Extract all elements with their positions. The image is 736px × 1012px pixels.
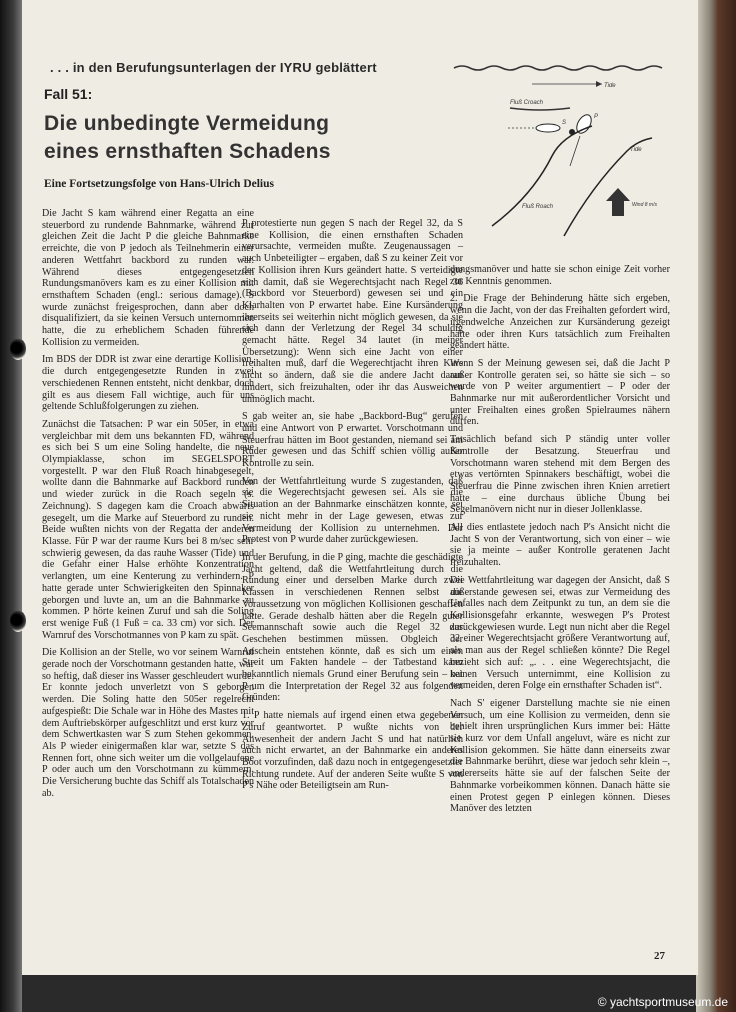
book-spine: [0, 0, 22, 1012]
paragraph: Die Kollision an der Stelle, wo vor seinem Warnruf gerade noch der Vorschotmann gestanden hatte, war so heftig, daß dieser ins Wasser geschleudert wurde. Er konnte jedoch unverletzt von S geborgen werden. Die Soling hatte den 505er regelrecht aufgespießt: Die Schale war in Höhe des Mastes mit dem Auftriebskörper aufgeschlitzt und erst kurz vor dem Schwertkasten war S zum Stehen gekommen. Als P wieder einigermaßen klar war, setzte S das Rennen fort, ohne sich weiter um die vollgelaufene P oder auch um den Vorschotmann zu kümmern. Die Versicherung buchte das Schiff als Totalschaden ab.: [42, 647, 254, 799]
tide-label-top: Tide: [604, 83, 616, 89]
boat-s-label: S: [562, 120, 567, 126]
paragraph: Die Jacht S kam während einer Regatta an eine steuerbord zu rundende Bahnmarke, während zur gleichen Zeit die Jacht P die gleiche Bahnmarke erreichte, die von P jedoch als Teilnehmerin einer anderen Wettfahrt backbord zu runden war. Während dieses entgegengesetzten Rundungsmanövers kam es zu einer Kollision mit ernsthaftem Schaden (engl.: serious damage). S wurde zunächst freigesprochen, dann aber doch disqualifiziert, da sie keinen Versuch unternommen hatte, die zu erheblichem Schaden führende Kollision zu vermeiden.: [42, 208, 254, 348]
paragraph: 1. P hatte niemals auf irgend einen etwa gegebenen Zuruf geantwortet. P wußte nichts von der Anwesenheit der andern Jacht S und hat natürlich auch nicht erwartet, an der Bahnmarke ein anderes Boot vorzufinden, daß dazu noch in entgegengesetzter Richtung rundete. Auf der anderen Seite wußte S von P's Nähe oder Beteiligtsein am Run-: [242, 710, 463, 792]
case-number: Fall 51:: [44, 86, 93, 102]
text-column-2: [242, 218, 463, 798]
paragraph: All dies entlastete jedoch nach P's Ansicht nicht die Jacht S von der Verantwortung, sich von einer – wie sie ja meinte – außer Kontrolle geratenen Jacht freizuhalten.: [450, 522, 670, 569]
wind-label: Wind 8 m/s: [632, 202, 657, 208]
paragraph: Im BDS der DDR ist zwar eine derartige Kollision, die durch entgegengesetzte Runden in zwei verschiedenen Rennen entsteht, nicht denkbar, doch gilt es aus diesem Fall wichtige, auch für uns geltende Schlußfolgerungen zu ziehen.: [42, 354, 254, 413]
boat-p-label: P: [594, 114, 599, 120]
river-label-croach: Fluß Croach: [510, 100, 544, 106]
byline: Eine Fortsetzungsfolge von Hans-Ulrich Delius: [44, 178, 274, 190]
title-line-2: eines ernsthaften Schadens: [44, 140, 331, 163]
watermark: © yachtsportmuseum.de: [597, 995, 728, 1009]
binding-hole-icon: [10, 338, 26, 360]
binding-hole-icon: [10, 610, 26, 632]
paragraph: Wenn S der Meinung gewesen sei, daß die Jacht P außer Kontrolle geraten sei, so hätte sie sich – so wurde von P weiter argumentiert – P oder der Bahnmarke nur mit außerordentlicher Vorsicht und unter Freihalten eines großen Spielraumes nähern dürfen.: [450, 357, 670, 428]
paragraph: Tatsächlich befand sich P ständig unter voller Kontrolle der Besatzung. Steuerfrau und Vorschotmann waren stehend mit dem Bergen des etwas vertörnten Spinnakers beschäftigt, wobei die Steuerfrau die Pinne zwischen ihren Knien arretiert hatte – eine durchaus übliche Übung bei Segelmanövern nicht nur in dieser Jollenklasse.: [450, 434, 670, 516]
tide-label-right: Tide: [630, 147, 642, 153]
paragraph: dungsmanöver und hatte sie schon einige Zeit vorher zur Kenntnis genommen.: [450, 264, 670, 287]
paragraph: Zunächst die Tatsachen: P war ein 505er, in etwa vergleichbar mit dem uns bekannten FD, während es sich bei S um eine Soling handelte, die neue Olympiaklasse, schon im SEGELSPORT vorgestellt. P war den Fluß Roach hinabgesegelt, wollte dann die Bahnmarke auf Backbord runden und wieder zurück in die Roach segeln (s. Zeichnung). S dagegen kam die Croach abwärts gesegelt, um die Marke auf Steuerbord zu runden. Beide wußten nichts von der Regatta der anderen Klasse. Für P war der raume Kurs bei 8 m/sec sehr schwierig gewesen, da das rauhe Wasser (Tide) und die Gefahr einer Halse erhöhte Konzentration verlangten, um eine Kenterung zu verhindern. P hatte gerade unter Schwierigkeiten den Spinnaker geborgen und luvte an, um an die Bahnmarke zu kommen. P hörte keinen Zuruf und sah die Soling erst wenige Fuß (1 Fuß = ca. 33 cm) vor sich. Der Warnruf des Vorschotmannes von P kam zu spät.: [42, 418, 254, 641]
paragraph: Nach S' eigener Darstellung machte sie nie einen Versuch, um eine Kollision zu vermeiden, denn sie behielt ihren ursprünglichen Kurs immer bei: Hätte sie kurz vor dem Unfall angeluvt, wäre es nicht zur Kollision gekommen. Sie hätte dann einerseits zwar die Bahnmarke berührt, diese war jedoch sehr klein –, andererseits hätte sie auf der falschen Seite der Bahnmarke vorbeikommen können. Danach hätte sie einen Protest gegen P einlegen können. Dieses Manöver des letzten: [450, 697, 670, 815]
wind-arrow-icon: [606, 188, 630, 216]
roach-bank-left: [492, 126, 592, 226]
boat-s-icon: [536, 124, 560, 132]
paragraph: In der Berufung, in die P ging, machte die geschädigte Jacht geltend, daß die Wettfahrtleitung durch die Rundung einer und derselben Marke durch zwei Klassen in verschiedenen Rennen selbst die Voraussetzung von möglichen Kollisionen geschaffen hatte. Gerade deshalb hätten aber die Regeln guter Seemannschaft sowie auch die Regel 32 das Geschehen bestimmen müssen. Obgleich der Anschein entstehen könnte, daß es sich um einen Streit um Fakten handele – der Tatbestand kann bekanntlich niemals Grund einer Berufung sein – bat P um die Interpretation der Regel 32 aus folgenden Gründen:: [242, 551, 463, 704]
croach-bank: [510, 108, 570, 110]
page-number: 27: [654, 950, 665, 962]
magazine-page: [22, 0, 698, 975]
paragraph: Von der Wettfahrtleitung wurde S zugestanden, daß sie die Wegerechtsjacht gewesen sei. Als sie die Situation an der Bahnmarke einschätzen konnte, sei sie nicht mehr in der Lage gewesen, etwas zur Vermeidung der Kollision zu unternehmen. Der Protest von P wurde daher zurückgewiesen.: [242, 475, 463, 546]
paragraph: 2. Die Frage der Behinderung hätte sich ergeben, wenn die Jacht, von der das Freihalten gefordert wird, irgendwelche Anzeichen zur Kursänderung gezeigt hätte oder ihren Kurs tatsächlich zum Freihalten geändert hätte.: [450, 293, 670, 352]
page-title: [44, 110, 331, 166]
course-diagram: [452, 56, 680, 246]
shoreline-top: [454, 66, 662, 70]
paragraph: S gab weiter an, sie habe „Backbord-Bug“ gerufen und eine Antwort von P erwartet. Vorschotmann und Steuerfrau hätten im Boot gestanden, niemand sei am Ruder gewesen und das Schiff schien völlig außer Kontrolle zu sein.: [242, 411, 463, 470]
river-label-roach: Fluß Roach: [522, 204, 554, 210]
paragraph: P protestierte nun gegen S nach der Regel 32, da S eine Kollision, die einen ernsthaften Schaden verursachte, vermeiden mußte. Zeugenaussagen – auch Unbeteiligter – ergaben, daß S zu keiner Zeit vor der Kollision ihren Kurs geändert hatte. S verteidigte sich damit, daß sie Wegerechtsjacht nach Regel 36 (Backbord vor Steuerbord) gewesen sei und ein Klarhalten von P erwartet habe. Eine Kursänderung ihrerseits sei weiterhin nicht möglich gewesen, da sie sich dann der Verletzung der Regel 34 schuldig gemacht hätte. Regel 34 lautet (in meiner Übersetzung): Wenn sich eine Jacht von einer freihalten muß, darf die Wegerechtjacht ihren Kurs nicht so ändern, daß sie die andere Jacht daran hindert, sich freizuhalten, oder ihr das Ausweichen unmöglich macht.: [242, 218, 463, 405]
course-p: [570, 136, 580, 166]
title-line-1: Die unbedingte Vermeidung: [44, 112, 330, 135]
paragraph: Die Wettfahrtleitung war dagegen der Ansicht, daß S außerstande gewesen sei, etwas zur Vermeidung des Unfalles nach dem Zeitpunkt zu tun, an dem sie die Kollisionsgefahr erkannte, weswegen P's Protest zurückgewiesen wurde. Legt nun nicht aber die Regel 32 einer Wegerechtsjacht größere Verantwortung auf, als man aus der Regel schließen könnte? Die Regel bezieht sich auf: „. . . eine Wegerechtsjacht, die keinen Versuch unternimmt, eine Kollision zu vermeiden, deren Folge ein ernsthafter Schaden ist“.: [450, 574, 670, 692]
section-kicker: . . . in den Berufungsunterlagen der IYRU geblättert: [50, 60, 377, 75]
text-column-1: [42, 208, 254, 805]
page-edge: [696, 0, 736, 1012]
text-column-3: [450, 264, 670, 821]
tide-arrowhead-icon: [596, 81, 602, 87]
